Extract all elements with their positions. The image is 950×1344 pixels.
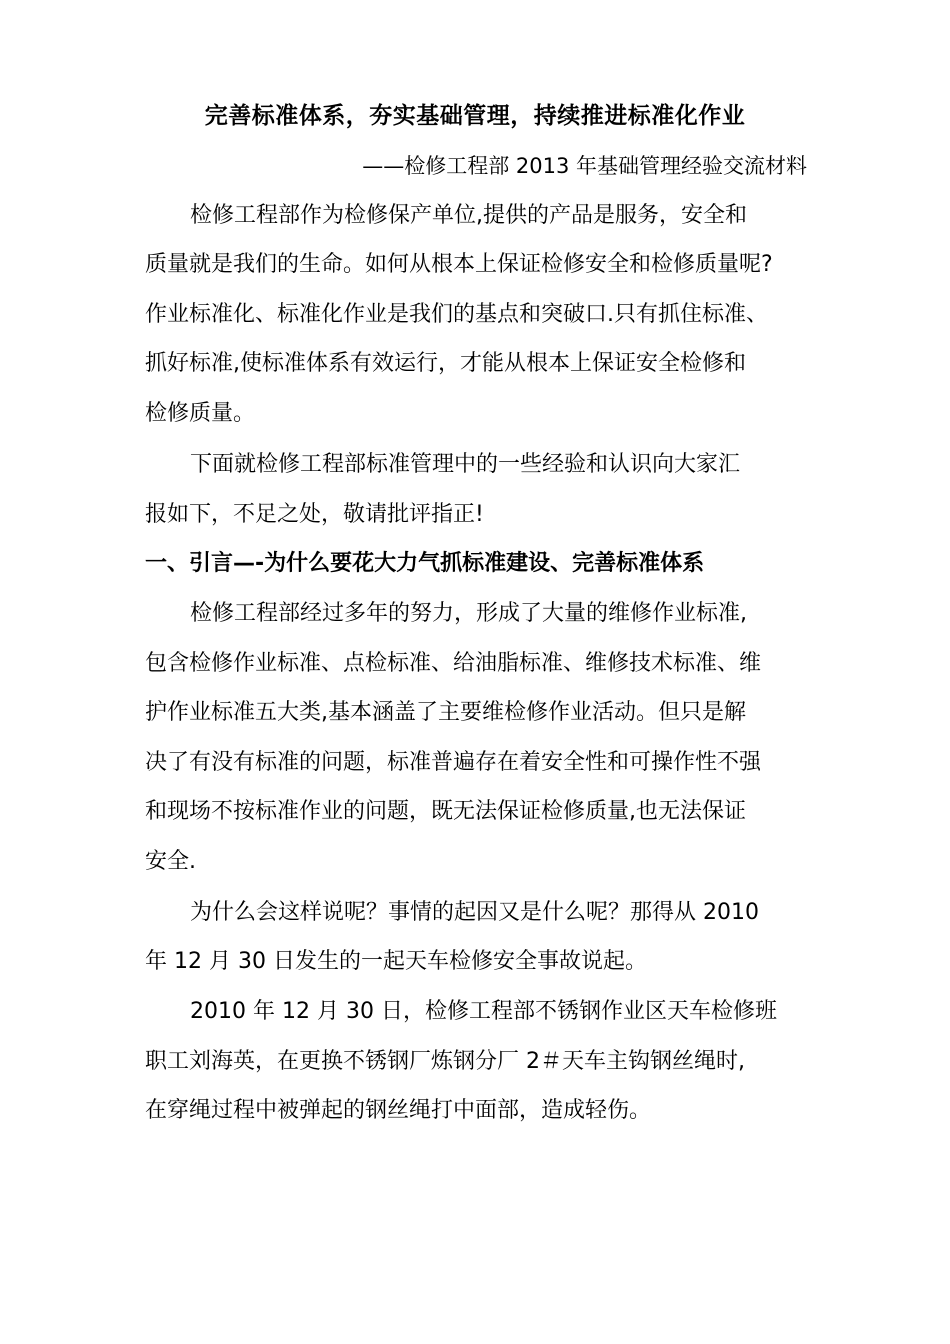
paragraph-3-line-4: 决了有没有标准的问题，标准普遍存在着安全性和可操作性不强	[145, 750, 762, 775]
paragraph-3-line-1: 检修工程部经过多年的努力，形成了大量的维修作业标准,	[190, 601, 747, 626]
paragraph-2-line-1: 下面就检修工程部标准管理中的一些经验和认识向大家汇	[190, 452, 741, 477]
document-title: 完善标准体系，夯实基础管理，持续推进标准化作业	[204, 103, 746, 129]
paragraph-5-line-2: 职工刘海英，在更换不锈钢厂炼钢分厂 2＃天车主钩钢丝绳时,	[145, 1049, 745, 1074]
paragraph-4-line-1: 为什么会这样说呢？事情的起因又是什么呢？那得从 2010	[190, 900, 759, 925]
document-subtitle: ——检修工程部 2013 年基础管理经验交流材料	[362, 154, 807, 178]
paragraph-5-line-1: 2010 年 12 月 30 日，检修工程部不锈钢作业区天车检修班	[190, 999, 777, 1024]
paragraph-1-line-4: 抓好标准,使标准体系有效运行，才能从根本上保证安全检修和	[145, 351, 746, 376]
paragraph-1-line-1: 检修工程部作为检修保产单位,提供的产品是服务，安全和	[190, 203, 747, 228]
paragraph-2-line-2: 报如下，不足之处，敬请批评指正!	[145, 502, 484, 527]
paragraph-3-line-6: 安全.	[145, 849, 196, 874]
section-1-heading: 一、引言—-为什么要花大力气抓标准建设、完善标准体系	[145, 551, 705, 576]
paragraph-1-line-3: 作业标准化、标准化作业是我们的基点和突破口.只有抓住标准、	[145, 302, 768, 327]
paragraph-4-line-2: 年 12 月 30 日发生的一起天车检修安全事故说起。	[145, 949, 647, 974]
paragraph-1-line-5: 检修质量。	[145, 401, 256, 426]
paragraph-5-line-3: 在穿绳过程中被弹起的钢丝绳打中面部，造成轻伤。	[145, 1098, 652, 1123]
paragraph-1-line-2: 质量就是我们的生命。如何从根本上保证检修安全和检修质量呢?	[145, 252, 773, 277]
paragraph-3-line-5: 和现场不按标准作业的问题，既无法保证检修质量,也无法保证	[145, 799, 746, 824]
paragraph-3-line-2: 包含检修作业标准、点检标准、给油脂标准、维修技术标准、维	[145, 651, 762, 676]
paragraph-3-line-3: 护作业标准五大类,基本涵盖了主要维检修作业活动。但只是解	[145, 700, 746, 725]
